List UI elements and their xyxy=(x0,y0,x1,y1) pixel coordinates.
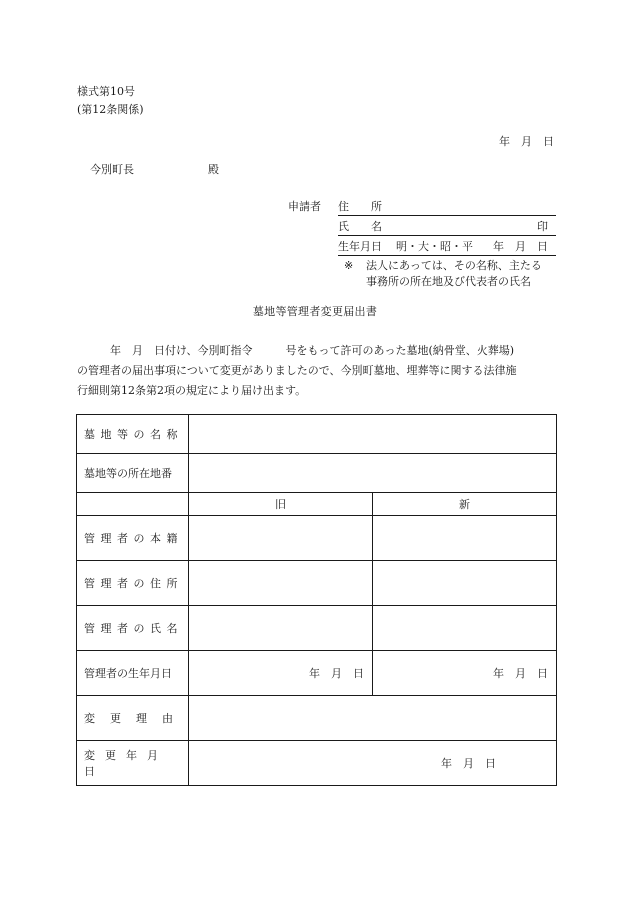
old-name-field[interactable] xyxy=(189,606,373,651)
honorific: 殿 xyxy=(208,163,219,176)
change-date-label-cell xyxy=(77,741,189,786)
domicile-label: 管理者の本籍 xyxy=(84,532,183,545)
applicant-birth-line[interactable] xyxy=(338,238,556,256)
form-table xyxy=(76,414,557,786)
birth-label-cell xyxy=(77,651,189,696)
table-row xyxy=(77,651,557,696)
facility-location-label: 墓地等の所在地番 xyxy=(84,467,172,480)
applicant-label: 申請者 xyxy=(288,200,321,213)
new-birth-date-field[interactable]: 年 月 日 xyxy=(373,651,557,696)
table-row xyxy=(77,741,557,786)
facility-name-field[interactable] xyxy=(189,415,557,454)
old-address-field[interactable] xyxy=(189,561,373,606)
change-date-label: 変更年月日 xyxy=(84,749,168,778)
old-column-header: 旧 xyxy=(189,493,373,516)
applicant-name-line[interactable] xyxy=(338,218,556,236)
applicant-name-label: 氏 名 xyxy=(338,220,382,233)
table-row xyxy=(77,493,557,516)
manager-name-label: 管理者の氏名 xyxy=(84,622,183,635)
applicant-birth-label: 生年月日 xyxy=(338,240,382,253)
applicant-address-label: 住 所 xyxy=(338,200,382,213)
table-row xyxy=(77,606,557,651)
facility-location-field[interactable] xyxy=(189,454,557,493)
note-line-2: 事務所の所在地及び代表者の氏名 xyxy=(366,275,531,288)
table-row xyxy=(77,696,557,741)
corporate-note xyxy=(338,258,556,290)
manager-birth-label: 管理者の生年月日 xyxy=(84,667,172,680)
change-reason-label: 変更理由 xyxy=(84,712,188,725)
note-line-1: 法人にあっては、その名称、主たる xyxy=(366,259,542,272)
body-line-2: の管理者の届出事項について変更がありましたので、今別町墓地、埋葬等に関する法律施 xyxy=(77,364,517,377)
new-name-field[interactable] xyxy=(373,606,557,651)
table-row xyxy=(77,454,557,493)
domicile-label-cell xyxy=(77,516,189,561)
table-row xyxy=(77,561,557,606)
old-birth-date-field[interactable]: 年 月 日 xyxy=(189,651,373,696)
body-text xyxy=(77,341,557,401)
document-title: 墓地等管理者変更届出書 xyxy=(252,305,378,318)
table-row xyxy=(77,415,557,454)
applicant-block xyxy=(338,198,556,290)
era-options: 明・大・昭・平 xyxy=(396,240,473,253)
new-column-header: 新 xyxy=(373,493,557,516)
applicant-birth-date: 年 月 日 xyxy=(493,240,548,253)
body-line-3: 行細則第12条第2項の規定により届け出ます。 xyxy=(77,384,307,397)
note-mark: ※ xyxy=(344,259,354,272)
form-number: 様式第10号 xyxy=(77,85,135,98)
change-reason-field[interactable] xyxy=(189,696,557,741)
submission-date: 年 月 日 xyxy=(499,135,554,148)
addressee: 今別町長 xyxy=(90,163,134,176)
address-label-cell xyxy=(77,561,189,606)
change-date-field[interactable]: 年 月 日 xyxy=(189,741,557,786)
body-line-1: 年 月 日付け、今別町指令 号をもって許可のあった墓地(納骨堂、火葬場) xyxy=(77,344,515,357)
applicant-address-line[interactable] xyxy=(338,198,556,216)
article-reference: (第12条関係) xyxy=(77,103,144,116)
facility-name-label-cell xyxy=(77,415,189,454)
table-row xyxy=(77,516,557,561)
manager-address-label: 管理者の住所 xyxy=(84,577,183,590)
facility-name-label: 墓地等の名称 xyxy=(84,428,183,441)
facility-location-label-cell xyxy=(77,454,189,493)
old-domicile-field[interactable] xyxy=(189,516,373,561)
header-blank-cell xyxy=(77,493,189,516)
name-label-cell xyxy=(77,606,189,651)
new-address-field[interactable] xyxy=(373,561,557,606)
seal-mark: 印 xyxy=(537,220,548,233)
new-domicile-field[interactable] xyxy=(373,516,557,561)
reason-label-cell xyxy=(77,696,189,741)
